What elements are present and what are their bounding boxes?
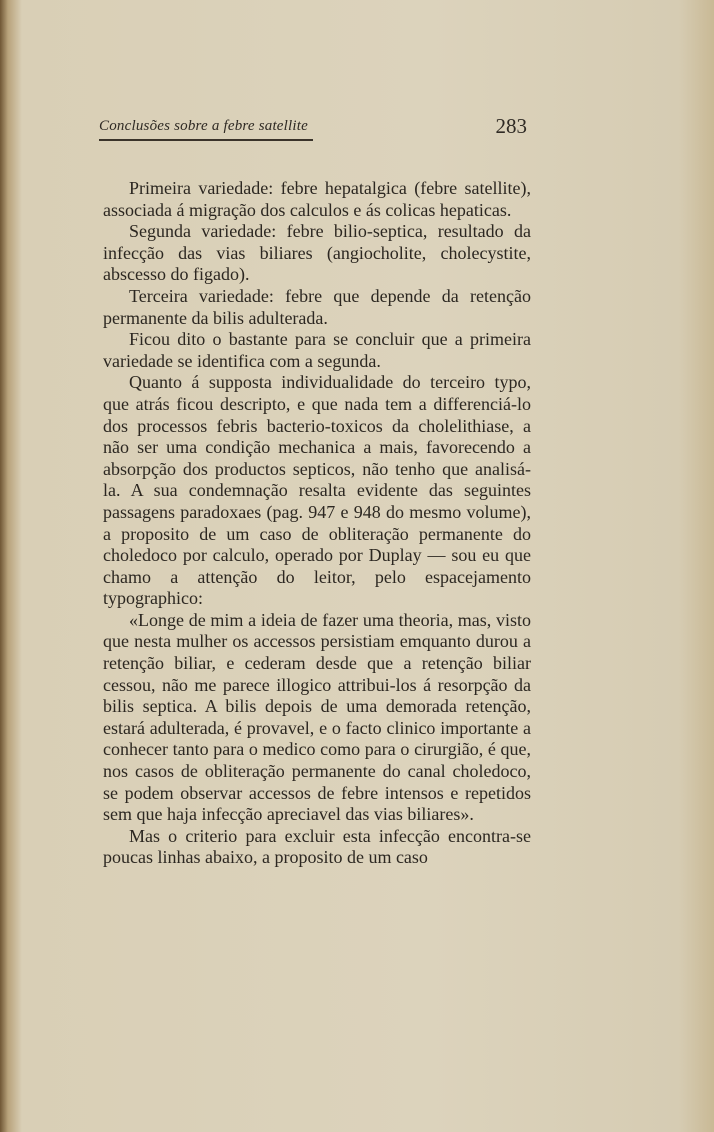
paragraph: Mas o criterio para excluir esta infecção encontra-se poucas linhas abaixo, a proposito de um caso <box>103 825 531 868</box>
page-number: 283 <box>495 114 527 138</box>
page-header <box>99 114 529 142</box>
paragraph: Terceira variedade: febre que depende da retenção permanente da bilis adulterada. <box>103 285 531 328</box>
paragraph: Quanto á supposta individualidade do terceiro typo, que atrás ficou descripto, e que nada tem a differenciá-lo dos processos febris bacterio-toxicos da cholelithiase, a não ser uma condição mechanica a mais, favorecendo a absorpção dos productos septicos, não tenho que analisá-la. A sua condemnação resalta evidente das seguintes passagens paradoxaes (pag. 947 e 948 do mesmo volume), a proposito de um caso de obliteração permanente do choledoco por calculo, operado por Duplay — sou eu que chamo a attenção do leitor, pelo espacejamento typographico: <box>103 372 531 609</box>
paragraph: Segunda variedade: febre bilio-septica, resultado da infecção das vias biliares (angiocholite, cholecystite, abscesso do figado). <box>103 221 531 285</box>
paragraph: Ficou dito o bastante para se concluir que a primeira variedade se identifica com a segunda. <box>103 329 531 371</box>
running-title: Conclusões sobre a febre satellite <box>99 118 308 134</box>
body-text <box>103 178 531 869</box>
quotation-paragraph: «Longe de mim a ideia de fazer uma theoria, mas, visto que nesta mulher os accessos persistiam emquanto durou a retenção biliar, e cederam desde que a retenção biliar cessou, não me parece illogico attribui-los á resorpção da bilis septica. A bilis depois de uma demorada retenção, estará adulterada, é provavel, e o facto clinico importante a conhecer tanto para o medico como para o cirurgião, é que, nos casos de obliteração permanente do canal choledoco, se podem observar accessos de febre intensos e repetidos sem que haja infecção apreciavel das vias biliares». <box>103 609 531 825</box>
paragraph: Primeira variedade: febre hepatalgica (febre satellite), associada á migração dos calculos e ás colicas hepaticas. <box>103 178 531 220</box>
header-rule <box>99 139 313 141</box>
